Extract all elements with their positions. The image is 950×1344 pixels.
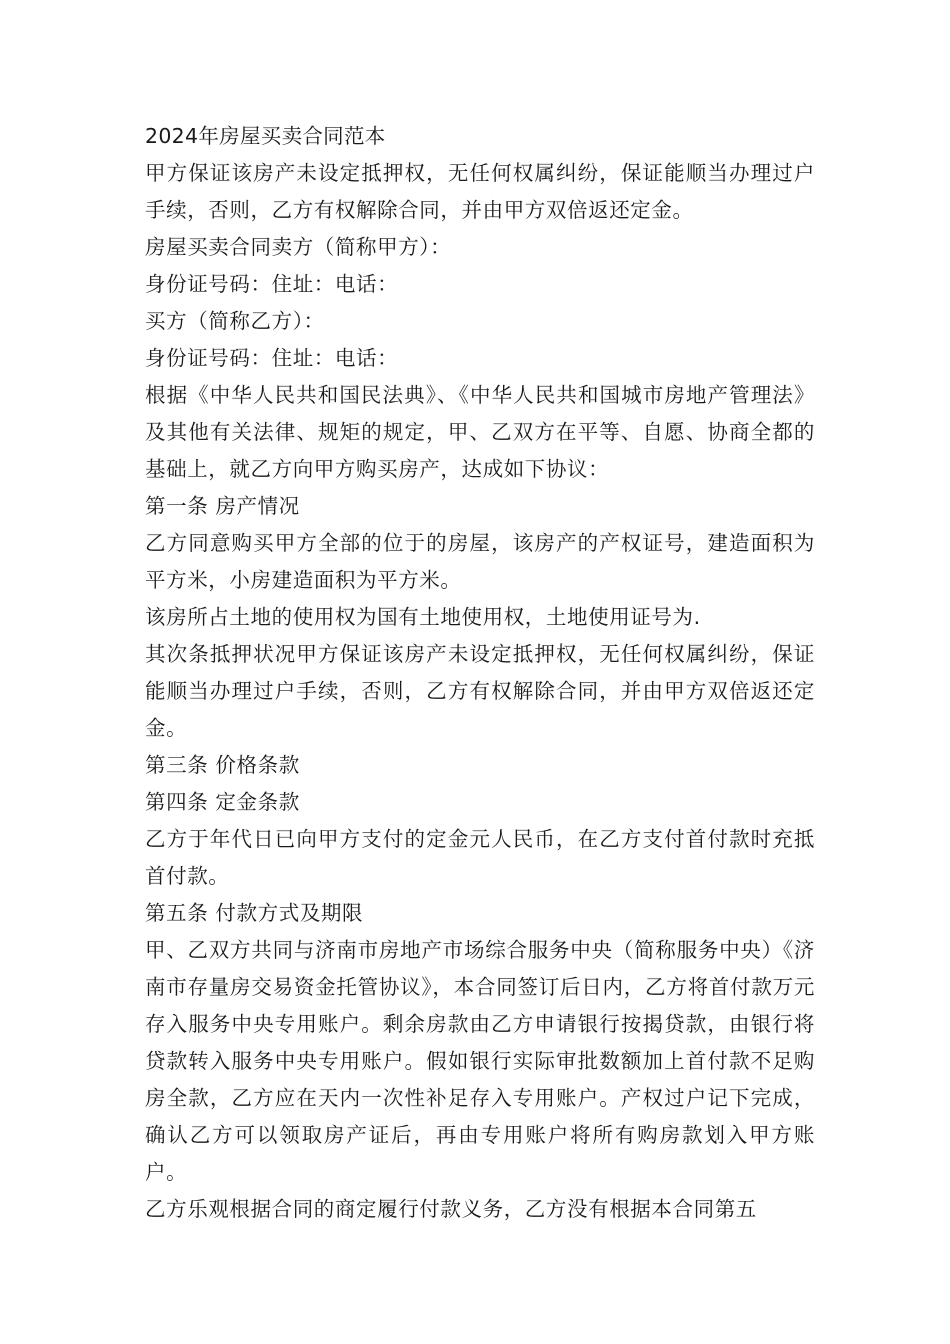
- article-1-heading: 第一条 房产情况: [145, 494, 300, 518]
- document-title: 2024年房屋买卖合同范本: [145, 124, 386, 148]
- article-3-heading: 第三条 价格条款: [145, 753, 300, 777]
- paragraph-buyer: 买方（简称乙方）：: [145, 309, 325, 333]
- paragraph-buyer-info: 身份证号码：住址：电话：: [145, 346, 399, 370]
- paragraph-deposit: 乙方于年代日已向甲方支付的定金元人民币，在乙方支付首付款时充抵首付款。: [145, 827, 815, 888]
- document-body: [145, 118, 815, 1228]
- article-5-heading: 第五条 付款方式及期限: [145, 901, 364, 925]
- paragraph-guarantee: 甲方保证该房产未设定抵押权，无任何权属纠纷，保证能顺当办理过户手续，否则，乙方有权解除合同，并由甲方双倍返还定金。: [145, 161, 815, 222]
- article-4-heading: 第四条 定金条款: [145, 790, 300, 814]
- paragraph-seller: 房屋买卖合同卖方（简称甲方）：: [145, 235, 452, 259]
- paragraph-payment: 甲、乙双方共同与济南市房地产市场综合服务中央（简称服务中央）《济南市存量房交易资金托管协议》，本合同签订后日内，乙方将首付款万元存入服务中央专用账户。剩余房款由乙方申请银行按揭贷款，由银行将贷款转入服务中央专用账户。假如银行实际审批数额加上首付款不足购房全款，乙方应在天内一次性补足存入专用账户。产权过户记下完成，确认乙方可以领取房产证后，再由专用账户将所有购房款划入甲方账户。: [145, 938, 815, 1184]
- paragraph-payment-obligation: 乙方乐观根据合同的商定履行付款义务，乙方没有根据本合同第五: [145, 1197, 757, 1221]
- paragraph-seller-info: 身份证号码：住址：电话：: [145, 272, 399, 296]
- paragraph-land-use: 该房所占土地的使用权为国有土地使用权，土地使用证号为.: [145, 605, 701, 629]
- paragraph-property-area: 乙方同意购买甲方全部的位于的房屋，该房产的产权证号，建造面积为平方米，小房建造面积为平方米。: [145, 531, 815, 592]
- paragraph-legal-basis: 根据《中华人民共和国民法典》、《中华人民共和国城市房地产管理法》及其他有关法律、规矩的规定，甲、乙双方在平等、自愿、协商全都的基础上，就乙方向甲方购买房产，达成如下协议：: [145, 383, 815, 481]
- article-2-paragraph: 其次条抵押状况甲方保证该房产未设定抵押权，无任何权属纠纷，保证能顺当办理过户手续，否则，乙方有权解除合同，并由甲方双倍返还定金。: [145, 642, 815, 740]
